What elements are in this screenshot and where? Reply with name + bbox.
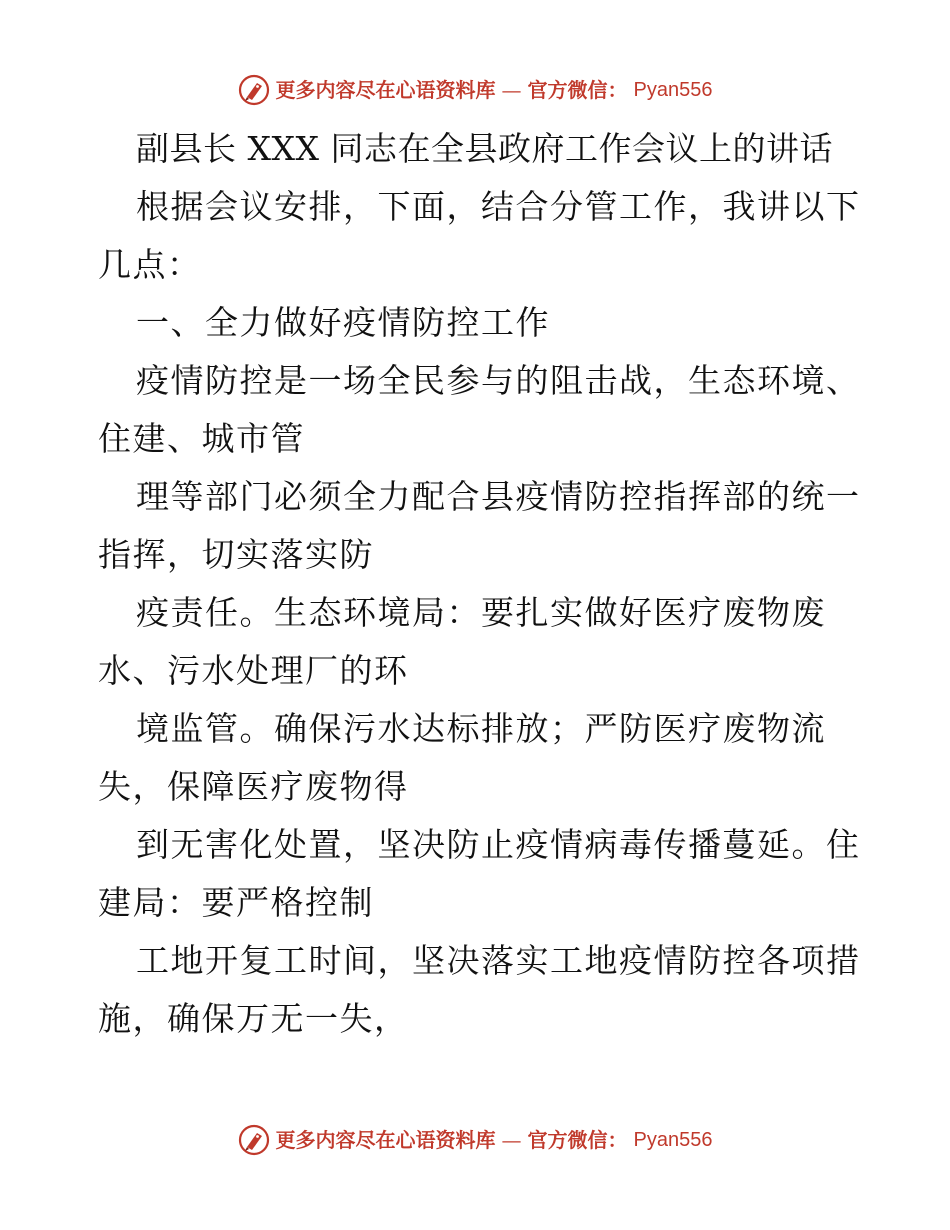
header-watermark-banner [0, 70, 950, 110]
document-line: 水、污水处理厂的环 [98, 651, 409, 690]
banner-site-text: 更多内容尽在心语资料库 [275, 78, 496, 102]
pen-nib-logo-icon [238, 74, 270, 106]
banner-site-text: 更多内容尽在心语资料库 [275, 1128, 496, 1152]
document-lines [98, 178, 861, 1048]
banner-dash: — [501, 1128, 522, 1152]
document-line: 住建、城市管 [98, 419, 305, 458]
document-line: 工地开复工时间，坚决落实工地疫情防控各项措 [136, 941, 861, 980]
document-body [98, 120, 861, 1048]
document-line: 失，保障医疗废物得 [98, 767, 409, 806]
document-line: 建局：要严格控制 [98, 883, 374, 922]
document-line: 根据会议安排，下面，结合分管工作，我讲以下 [136, 187, 861, 226]
banner-wechat-label: 官方微信： [527, 1128, 628, 1152]
document-line: 疫情防控是一场全民参与的阻击战，生态环境、 [136, 361, 861, 400]
banner-wechat-label: 官方微信： [527, 78, 628, 102]
banner-content [238, 74, 713, 106]
document-line: 几点： [98, 245, 202, 284]
footer-watermark-banner [0, 1120, 950, 1160]
document-line: 一、全力做好疫情防控工作 [136, 303, 550, 342]
document-line: 施，确保万无一失， [98, 999, 409, 1038]
document-line: 到无害化处置，坚决防止疫情病毒传播蔓延。住 [136, 825, 861, 864]
pen-nib-logo-icon [238, 1124, 270, 1156]
banner-wechat-id: Pyan556 [633, 1129, 713, 1151]
document-line: 境监管。确保污水达标排放；严防医疗废物流 [136, 709, 826, 748]
document-line: 疫责任。生态环境局：要扎实做好医疗废物废 [136, 593, 826, 632]
banner-wechat-id: Pyan556 [633, 79, 713, 101]
banner-content [238, 1124, 713, 1156]
document-line: 指挥，切实落实防 [98, 535, 374, 574]
document-line: 理等部门必须全力配合县疫情防控指挥部的统一 [136, 477, 861, 516]
banner-dash: — [501, 78, 522, 102]
document-title: 副县长 XXX 同志在全县政府工作会议上的讲话 [136, 129, 833, 168]
